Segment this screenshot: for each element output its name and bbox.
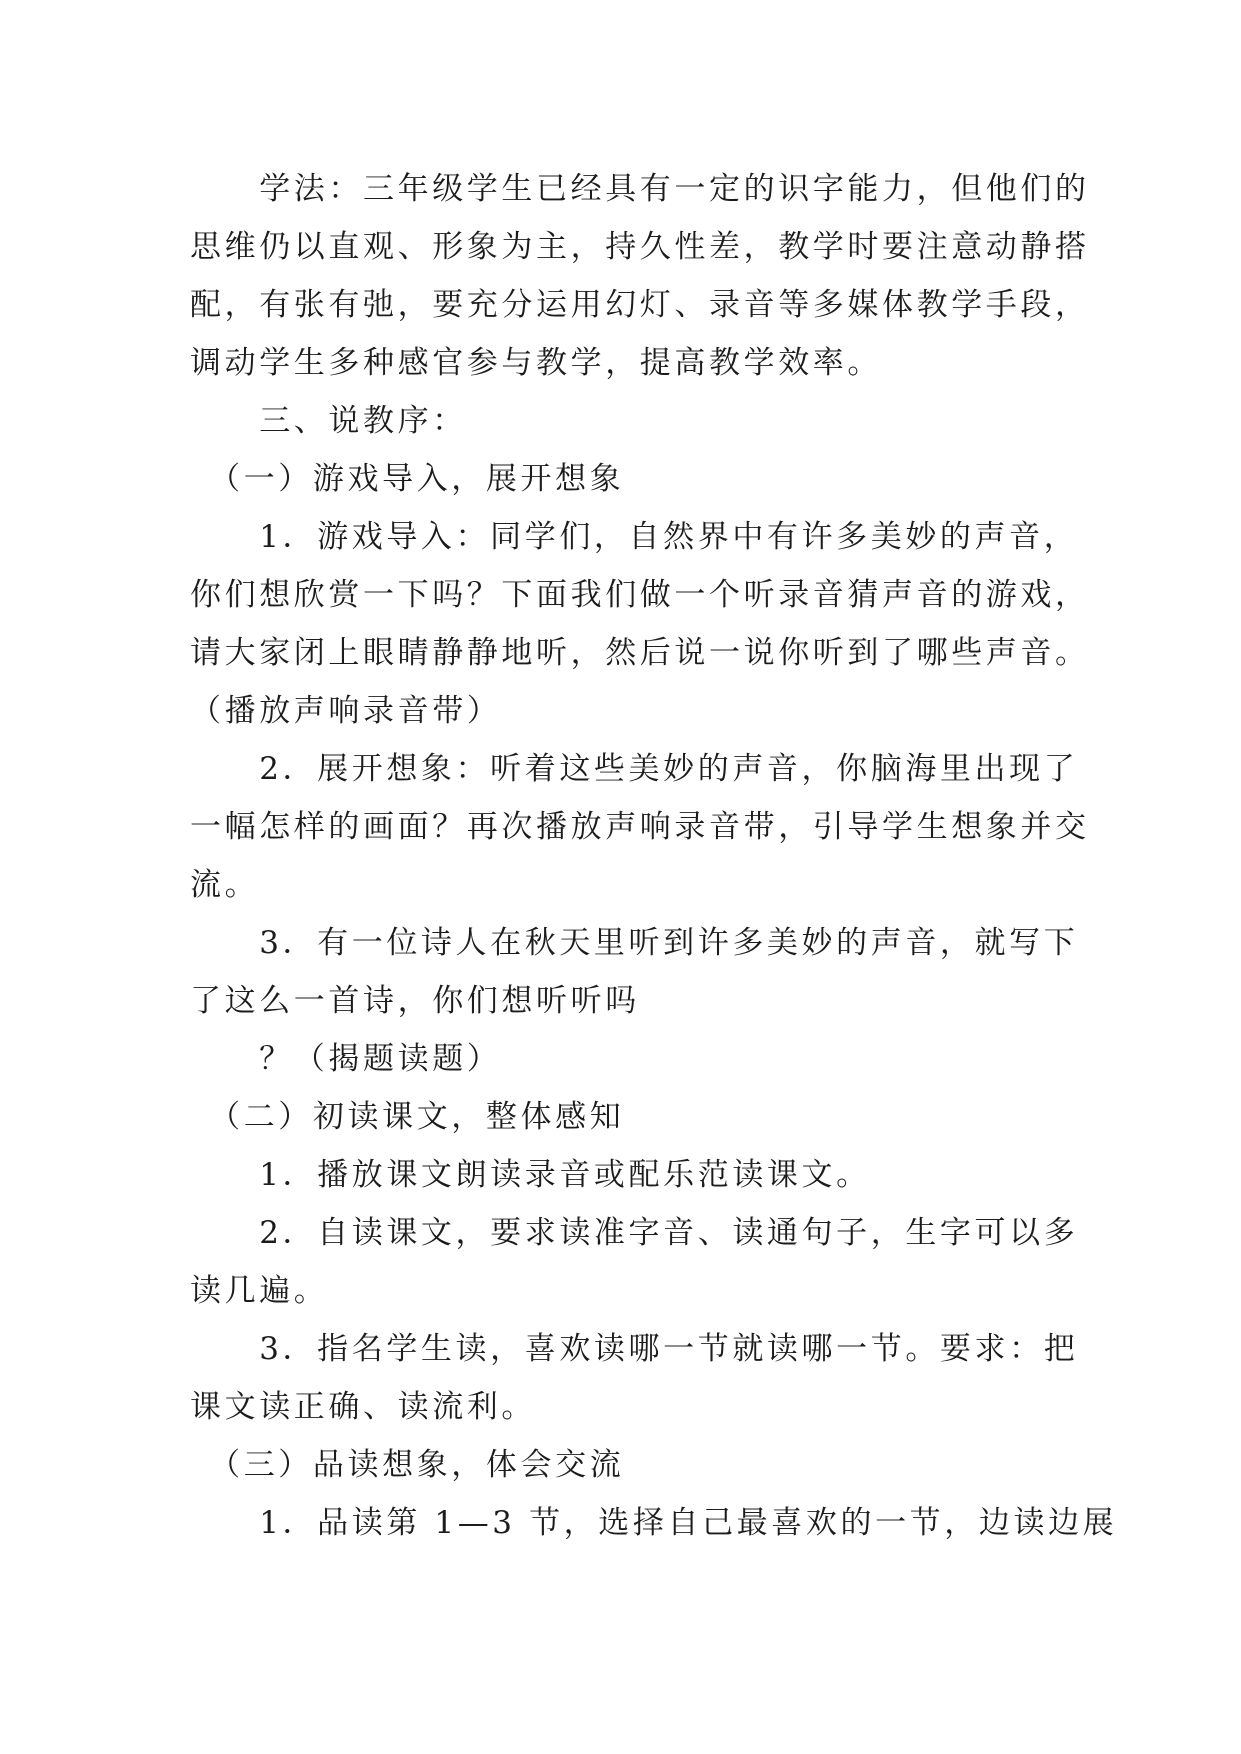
- paragraph-line: 2．自读课文，要求读准字音、读通句子，生字可以多: [190, 1215, 1079, 1251]
- paragraph-line: 1．品读第 1—3 节，选择自己最喜欢的一节，边读边展: [190, 1505, 1118, 1541]
- paragraph-line: 读几遍。: [190, 1273, 329, 1309]
- paragraph-line: 你们想欣赏一下吗？下面我们做一个听录音猜声音的游戏，: [190, 577, 1090, 613]
- paragraph-line: 配，有张有弛，要充分运用幻灯、录音等多媒体教学手段，: [190, 287, 1090, 323]
- paragraph-line: 课文读正确、读流利。: [190, 1389, 536, 1425]
- subsection-heading: （三）品读想象，体会交流: [190, 1447, 625, 1483]
- section-heading: 三、说教序：: [190, 403, 467, 439]
- paragraph-line: 1．播放课文朗读录音或配乐范读课文。: [190, 1157, 871, 1193]
- paragraph-line: 2．展开想象：听着这些美妙的声音，你脑海里出现了: [190, 751, 1079, 787]
- subsection-heading: （一）游戏导入，展开想象: [190, 461, 625, 497]
- paragraph-line: 思维仍以直观、形象为主，持久性差，教学时要注意动静搭: [190, 229, 1090, 265]
- subsection-heading: （二）初读课文，整体感知: [190, 1099, 625, 1135]
- paragraph-line: 流。: [190, 867, 260, 903]
- paragraph-line: 3．指名学生读，喜欢读哪一节就读哪一节。要求：把: [190, 1331, 1079, 1367]
- paragraph-line: 了这么一首诗，你们想听听吗: [190, 983, 640, 1019]
- paragraph-line: ？（揭题读题）: [190, 1041, 502, 1077]
- document-body: [190, 160, 1118, 1552]
- paragraph-line: 一幅怎样的画面？再次播放声响录音带，引导学生想象并交: [190, 809, 1090, 845]
- paragraph-line: 请大家闭上眼睛静静地听，然后说一说你听到了哪些声音。: [190, 635, 1090, 671]
- paragraph-line: （播放声响录音带）: [190, 693, 502, 729]
- paragraph-line: 1．游戏导入：同学们，自然界中有许多美妙的声音，: [190, 519, 1079, 555]
- paragraph-line: 调动学生多种感官参与教学，提高教学效率。: [190, 345, 882, 381]
- paragraph-line: 学法：三年级学生已经具有一定的识字能力，但他们的: [190, 171, 1090, 207]
- paragraph-line: 3．有一位诗人在秋天里听到许多美妙的声音，就写下: [190, 925, 1079, 961]
